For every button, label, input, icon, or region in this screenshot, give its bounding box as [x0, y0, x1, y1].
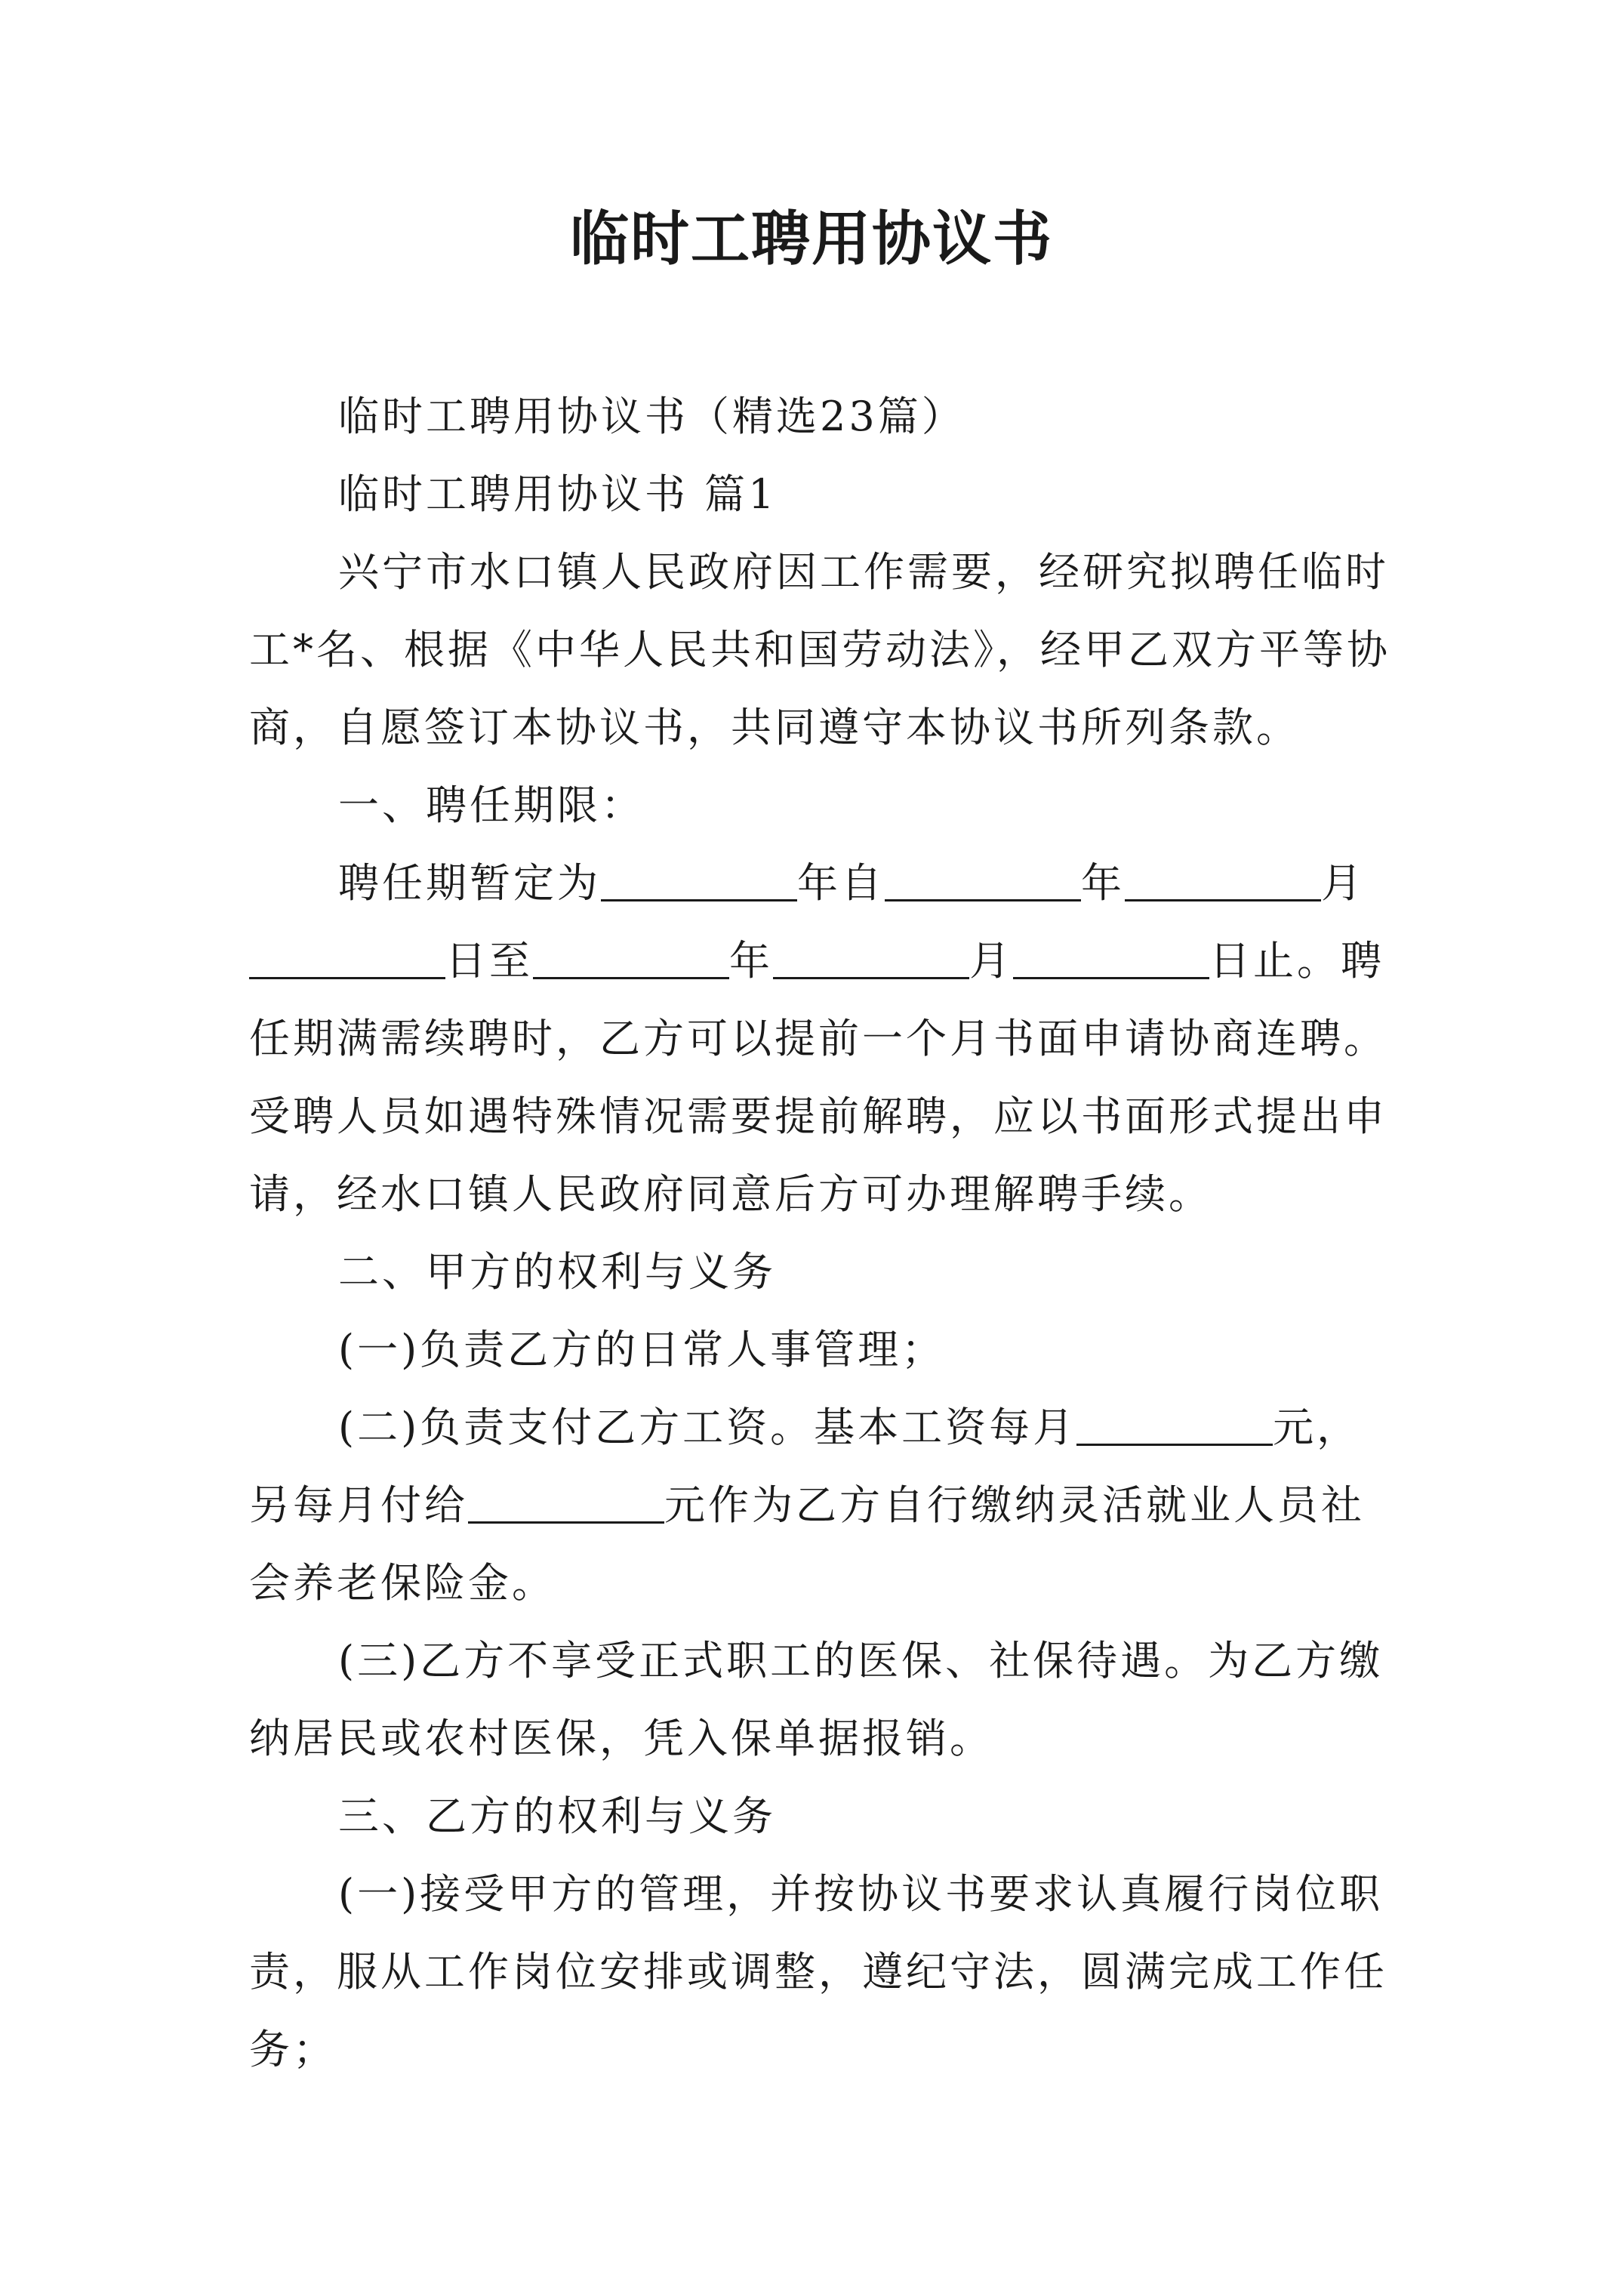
fill-in-blank [533, 932, 729, 979]
text-segment: 日至 [445, 937, 533, 985]
text-line [249, 844, 1389, 922]
text-segment: 纳居民或农村医保，凭入保单据报销。 [249, 1715, 993, 1762]
text-line [249, 378, 1389, 455]
text-line [249, 455, 1389, 533]
document-body [249, 378, 1389, 2088]
text-segment: 会养老保险金。 [249, 1559, 556, 1607]
text-segment: 月 [969, 937, 1013, 985]
text-line [249, 1388, 1389, 1466]
text-segment: (一)接受甲方的管理，并按协议书要求认真履行岗位职 [338, 1870, 1384, 1918]
text-line [249, 1622, 1389, 1700]
text-segment: 二、甲方的权利与义务 [338, 1248, 776, 1296]
text-segment: 元作为乙方自行缴纳灵活就业人员社 [664, 1481, 1365, 1529]
fill-in-blank [249, 932, 445, 979]
text-segment: 年 [1081, 859, 1125, 907]
text-line [249, 1777, 1389, 1855]
text-segment: 责，服从工作岗位安排或调整，遵纪守法，圆满完成工作任 [249, 1948, 1387, 1996]
fill-in-blank [468, 1476, 664, 1524]
text-line [249, 1855, 1389, 1933]
text-line [249, 1000, 1389, 1077]
text-segment: 工*名、根据《中华人民共和国劳动法》，经甲乙双方平等协 [249, 626, 1390, 673]
text-segment: 任期满需续聘时，乙方可以提前一个月书面申请协商连聘。 [249, 1015, 1387, 1062]
text-line [249, 1933, 1389, 2011]
text-segment: 商，自愿签订本协议书，共同遵守本协议书所列条款。 [249, 704, 1300, 751]
text-line [249, 1466, 1389, 1544]
text-segment: 兴宁市水口镇人民政府因工作需要，经研究拟聘任临时 [338, 548, 1389, 596]
fill-in-blank [1076, 1398, 1273, 1446]
text-segment: 务； [249, 2026, 337, 2073]
fill-in-blank [1013, 932, 1209, 979]
text-line [249, 2011, 1389, 2088]
text-segment: 三、乙方的权利与义务 [338, 1792, 776, 1840]
document-title: 临时工聘用协议书 [569, 205, 1053, 273]
text-segment: 年自 [797, 859, 885, 907]
text-segment: 一、聘任期限： [338, 781, 645, 829]
text-line [249, 1700, 1389, 1777]
text-segment: 聘任期暂定为 [338, 859, 601, 907]
text-line [249, 533, 1389, 611]
fill-in-blank [773, 932, 969, 979]
text-line [249, 766, 1389, 844]
text-line [249, 1077, 1389, 1155]
text-line [249, 611, 1389, 689]
fill-in-blank [885, 854, 1081, 901]
text-segment: (一)负责乙方的日常人事管理； [338, 1326, 946, 1373]
fill-in-blank [1125, 854, 1321, 901]
text-line [249, 1544, 1389, 1622]
text-segment: 请，经水口镇人民政府同意后方可办理解聘手续。 [249, 1170, 1212, 1218]
text-segment: 日止。聘 [1209, 937, 1384, 985]
text-segment: 临时工聘用协议书（精选23篇） [338, 393, 965, 440]
text-line [249, 922, 1389, 1000]
text-segment: 月 [1321, 859, 1365, 907]
text-segment: 临时工聘用协议书 篇1 [338, 470, 778, 518]
fill-in-blank [601, 854, 797, 901]
text-segment: 另每月付给 [249, 1481, 468, 1529]
text-segment: 受聘人员如遇特殊情况需要提前解聘，应以书面形式提出申 [249, 1093, 1387, 1140]
text-segment: (二)负责支付乙方工资。基本工资每月 [338, 1404, 1077, 1451]
text-segment: (三)乙方不享受正式职工的医保、社保待遇。为乙方缴 [338, 1637, 1384, 1684]
text-segment: 元， [1273, 1404, 1361, 1451]
text-line [249, 1311, 1389, 1388]
text-line [249, 1155, 1389, 1233]
text-line [249, 1233, 1389, 1311]
text-segment: 年 [729, 937, 773, 985]
text-line [249, 689, 1389, 766]
